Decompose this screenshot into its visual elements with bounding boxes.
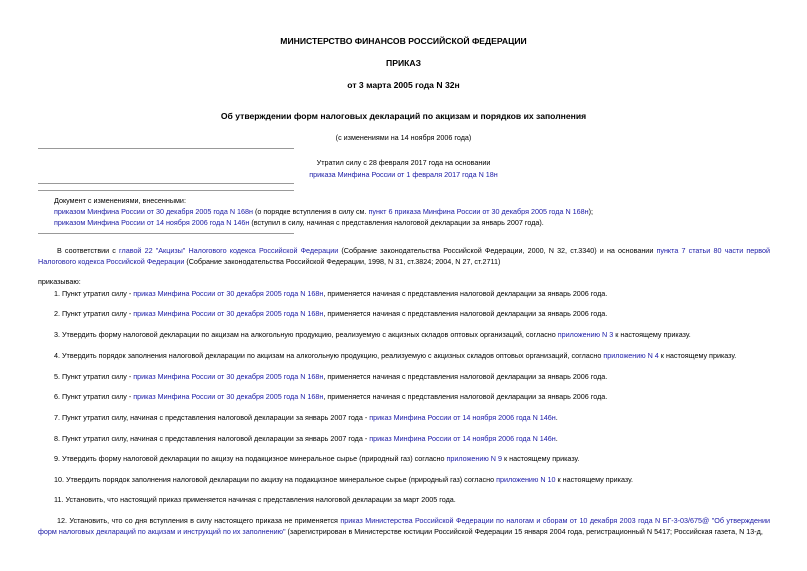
item-text: 9. Утвердить форму налоговой декларации по акцизу на подакцизное минеральное сырье (природный газ) согласно — [54, 454, 447, 463]
item-text: 5. Пункт утратил силу - — [54, 372, 134, 381]
list-item — [54, 495, 456, 505]
item-text: 1. Пункт утратил силу - — [54, 289, 134, 298]
item-text: . — [555, 413, 558, 422]
item-text: 11. Установить, что настоящий приказ применяется начиная с представления налоговой декларации за март 2005 года. — [54, 495, 456, 504]
doc-date-number: от 3 марта 2005 года N 32н — [347, 80, 460, 90]
item-text: к настоящему приказу. — [613, 330, 691, 339]
item-text: к настоящему приказу. — [658, 351, 737, 360]
doc-type: ПРИКАЗ — [386, 58, 421, 68]
preamble-text: В соответствии с — [57, 246, 120, 255]
item-link[interactable]: приказ Минфина России от 30 декабря 2005 года N 168н — [133, 309, 324, 318]
item-link[interactable]: приложению N 3 — [557, 330, 614, 339]
list-item — [54, 309, 607, 319]
change-link[interactable]: пункт 6 приказа Минфина России от 30 декабря 2005 года N 168н — [368, 207, 589, 216]
tax-code-link[interactable]: главой 22 "Акцизы" Налогового кодекса Российской Федерации — [119, 246, 339, 255]
list-item — [54, 330, 691, 340]
item-link[interactable]: приказ Министерства Российской Федерации по налогам и сборам от 10 декабря 2003 года N БГ-3-03/675@ "Об утверждении форм налоговых деклараций по акцизам и инструкций по их заполнению" — [38, 516, 770, 536]
change-text: (вступил в силу, начиная с представления налоговой декларации за январь 2007 года). — [249, 218, 544, 227]
item-text: 4. Утвердить порядок заполнения налоговой декларации по акцизам на алкогольную продукцию, реализуемую с акцизных складов оптовых организаций, согласно — [54, 351, 604, 360]
item-text: 10. Утвердить порядок заполнения налоговой декларации по акцизу на подакцизное минеральное сырье (природный газ) согласно — [54, 475, 497, 484]
item-link[interactable]: приложению N 9 — [446, 454, 502, 463]
item-text: , применяется начиная с представления налоговой декларации за январь 2006 года. — [323, 309, 608, 318]
divider — [38, 148, 294, 149]
item-link[interactable]: приказ Минфина России от 30 декабря 2005 года N 168н — [133, 392, 324, 401]
divider — [38, 233, 294, 234]
list-item — [54, 289, 607, 299]
list-item — [54, 454, 579, 464]
item-text: к настоящему приказу. — [501, 454, 580, 463]
item-text: 2. Пункт утратил силу - — [54, 309, 134, 318]
item-text: 8. Пункт утратил силу, начиная с представления налоговой декларации за январь 2007 года - — [54, 434, 370, 443]
item-text: 7. Пункт утратил силу, начиная с представления налоговой декларации за январь 2007 года - — [54, 413, 370, 422]
changes-row — [54, 207, 593, 217]
change-text: (о порядке вступления в силу см. — [253, 207, 369, 216]
item-text: , применяется начиная с представления налоговой декларации за январь 2006 года. — [323, 372, 608, 381]
item-link[interactable]: приказ Минфина России от 14 ноября 2006 года N 146н — [369, 413, 556, 422]
amendment-note: (с изменениями на 14 ноября 2006 года) — [335, 133, 472, 142]
list-item — [38, 515, 770, 537]
item-text: , применяется начиная с представления налоговой декларации за январь 2006 года. — [323, 392, 608, 401]
item-text: 3. Утвердить форму налоговой декларации по акцизам на алкогольную продукцию, реализуемую с акцизных складов оптовых организаций, согласно — [54, 330, 558, 339]
item-text: (зарегистрирован в Министерстве юстиции Российской Федерации 15 января 2004 года, регистрационный N 5417; Российская газета, N 13-д, — [285, 527, 763, 536]
tax-code-article-link[interactable]: пункта 7 статьи 80 части первой Налогового кодекса Российской Федерации — [38, 246, 770, 266]
page-title: Об утверждении форм налоговых деклараций по акцизам и порядков их заполнения — [220, 111, 587, 121]
list-item — [54, 413, 558, 423]
expired-order-link[interactable]: приказа Минфина России от 1 февраля 2017 года N 18н — [309, 170, 498, 179]
change-link[interactable]: приказом Минфина России от 14 ноября 2006 года N 146н — [54, 218, 250, 227]
preamble-text: (Собрание законодательства Российской Федерации, 1998, N 31, ст.3824; 2004, N 27, ст.2711) — [184, 257, 501, 266]
list-item — [54, 434, 558, 444]
list-item — [54, 351, 736, 361]
item-text: к настоящему приказу. — [555, 475, 633, 484]
item-text: , применяется начиная с представления налоговой декларации за январь 2006 года. — [323, 289, 608, 298]
item-text: 6. Пункт утратил силу - — [54, 392, 134, 401]
item-link[interactable]: приложению N 10 — [496, 475, 556, 484]
changes-row — [54, 218, 544, 228]
item-link[interactable]: приказ Минфина России от 30 декабря 2005 года N 168н — [133, 372, 324, 381]
item-link[interactable]: приложению N 4 — [603, 351, 659, 360]
expired-line: Утратил силу с 28 февраля 2017 года на основании — [316, 158, 491, 167]
item-link[interactable]: приказ Минфина России от 14 ноября 2006 года N 146н — [369, 434, 556, 443]
preamble-paragraph — [38, 245, 770, 267]
change-text: ); — [588, 207, 593, 216]
changes-intro: Документ с изменениями, внесенными: — [54, 196, 186, 205]
item-link[interactable]: приказ Минфина России от 30 декабря 2005 года N 168н — [133, 289, 324, 298]
preamble-text: (Собрание законодательства Российской Федерации, 2000, N 32, ст.3340) и на основании — [338, 246, 657, 255]
list-item — [54, 475, 633, 485]
ministry-heading: МИНИСТЕРСТВО ФИНАНСОВ РОССИЙСКОЙ ФЕДЕРАЦИИ — [280, 36, 527, 46]
divider — [38, 190, 294, 191]
item-text: . — [555, 434, 558, 443]
divider — [38, 183, 294, 184]
expired-link[interactable] — [0, 170, 807, 179]
change-link[interactable]: приказом Минфина России от 30 декабря 2005 года N 168н — [54, 207, 253, 216]
item-text: 12. Установить, что со дня вступления в силу настоящего приказа не применяется — [57, 516, 341, 525]
list-item — [54, 372, 607, 382]
orders-word: приказываю: — [38, 277, 81, 286]
list-item — [54, 392, 607, 402]
